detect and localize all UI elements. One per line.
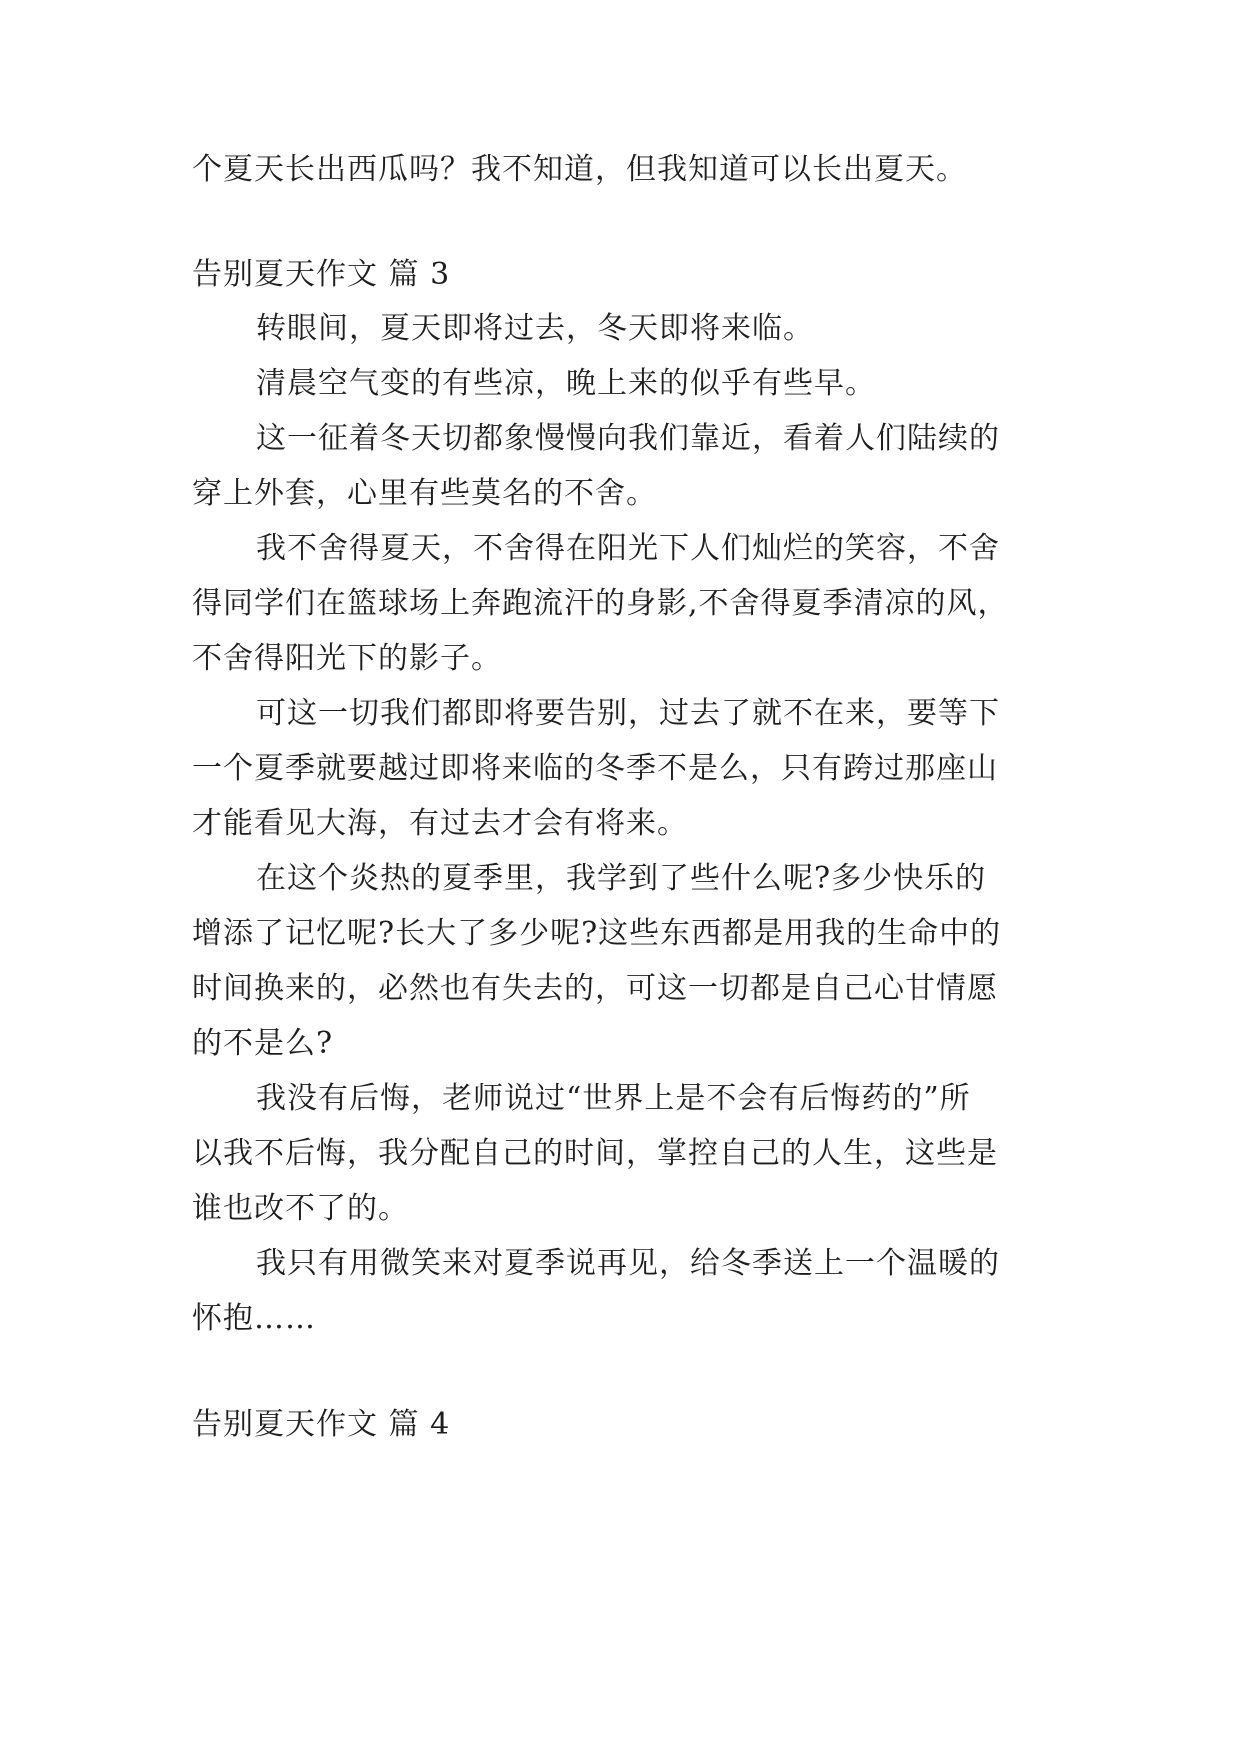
paragraph-line: 谁也改不了的。 bbox=[192, 1191, 409, 1226]
section-heading-4: 告别夏天作文 篇 4 bbox=[192, 1407, 451, 1442]
paragraph-line: 增添了记忆呢?长大了多少呢?这些东西都是用我的生命中的 bbox=[192, 916, 1002, 951]
paragraph-line: 的不是么? bbox=[192, 1026, 334, 1061]
continuation-line: 个夏天长出西瓜吗？我不知道，但我知道可以长出夏天。 bbox=[192, 152, 967, 187]
paragraph-line: 时间换来的，必然也有失去的，可这一切都是自己心甘情愿 bbox=[192, 971, 998, 1006]
paragraph-line: 得同学们在篮球场上奔跑流汗的身影,不舍得夏季清凉的风， bbox=[192, 586, 1009, 621]
paragraph-line: 一个夏季就要越过即将来临的冬季不是么，只有跨过那座山 bbox=[192, 751, 998, 786]
paragraph-line: 这一征着冬天切都象慢慢向我们靠近，看着人们陆续的 bbox=[256, 421, 1000, 456]
paragraph-line: 穿上外套，心里有些莫名的不舍。 bbox=[192, 476, 657, 511]
paragraph-line: 才能看见大海，有过去才会有将来。 bbox=[192, 806, 688, 841]
paragraph-line: 我不舍得夏天，不舍得在阳光下人们灿烂的笑容，不舍 bbox=[256, 531, 1000, 566]
section-heading-3: 告别夏天作文 篇 3 bbox=[192, 257, 451, 292]
paragraph-line: 转眼间，夏天即将过去，冬天即将来临。 bbox=[256, 311, 814, 346]
paragraph-line: 可这一切我们都即将要告别，过去了就不在来，要等下 bbox=[256, 696, 1000, 731]
paragraph-line: 在这个炎热的夏季里，我学到了些什么呢?多少快乐的 bbox=[256, 861, 987, 896]
paragraph-line: 怀抱…… bbox=[192, 1301, 316, 1336]
paragraph-line: 我只有用微笑来对夏季说再见，给冬季送上一个温暖的 bbox=[256, 1246, 1000, 1281]
paragraph-line: 以我不后悔，我分配自己的时间，掌控自己的人生，这些是 bbox=[192, 1136, 998, 1171]
paragraph-line: 我没有后悔，老师说过“世界上是不会有后悔药的”所 bbox=[256, 1081, 971, 1116]
paragraph-line: 不舍得阳光下的影子。 bbox=[192, 641, 502, 676]
paragraph-line: 清晨空气变的有些凉，晚上来的似乎有些早。 bbox=[256, 366, 876, 401]
